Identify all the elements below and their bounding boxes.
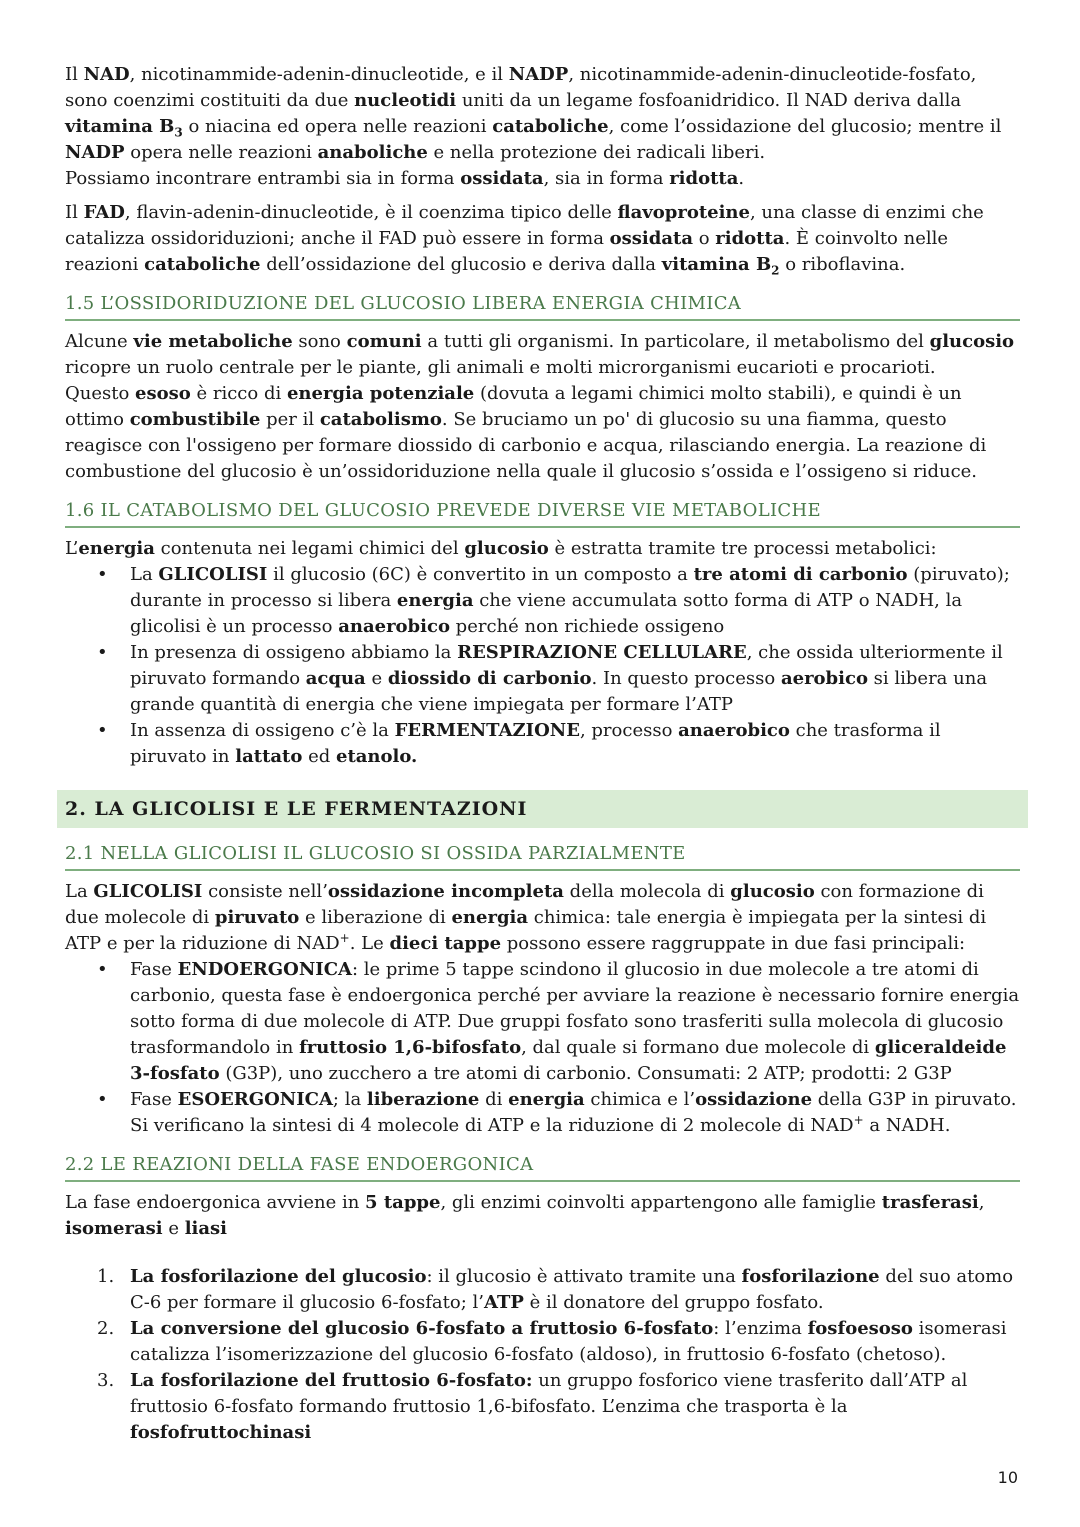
list-item: • In assenza di ossigeno c’è la FERMENTAZIONE, processo anaerobico che trasforma il piruvato in lattato ed etanolo. — [65, 718, 1020, 770]
list-item: • Fase ESOERGONICA; la liberazione di energia chimica e l’ossidazione della G3P in piruvato. Si verificano la sintesi di 4 molecole di ATP e la riduzione di 2 molecole di NAD+ a NADH. — [65, 1087, 1020, 1139]
paragraph-1-5: Alcune vie metaboliche sono comuni a tutti gli organismi. In particolare, il metabolismo del glucosio ricopre un ruolo centrale per le piante, gli animali e molti microrganismi eucarioti e procarioti. Questo esoso è ricco di energia potenziale (dovuta a legami chimici molto stabili), e quindi è un ottimo combustibile per il catabolismo. Se bruciamo un po' di glucosio su una fiamma, questo reagisce con l'ossigeno per formare diossido di carbonio e acqua, rilasciando energia. La reazione di combustione del glucosio è un’ossidoriduzione nella quale il glucosio s’ossida e l’ossigeno si riduce. — [65, 331, 1015, 482]
list-item: 2. La conversione del glucosio 6-fosfato a fruttosio 6-fosfato: l’enzima fosfoesoso isomerasi catalizza l’isomerizzazione del glucosio 6-fosfato (aldoso), in fruttosio 6-fosfato (chetoso). — [97, 1318, 1007, 1365]
paragraph-fad: Il FAD, flavin-adenin-dinucleotide, è il coenzima tipico delle flavoproteine, una classe di enzimi che catalizza ossidoriduzioni; anche il FAD può essere in forma ossidata o ridotta. È coinvolto nelle reazioni cataboliche dell’ossidazione del glucosio e deriva dalla vitamina $B_2$ o riboflavina. — [65, 202, 984, 278]
section-heading-1-6: 1.6 IL CATABOLISMO DEL GLUCOSIO PREVEDE DIVERSE VIE METABOLICHE — [65, 499, 1020, 528]
list-fasi-glicolisi — [65, 957, 1020, 1139]
page-number: 10 — [997, 1468, 1018, 1487]
paragraph-nad-nadp: Il NAD, nicotinammide-adenin-dinucleotide, e il NADP, nicotinammide-adenin-dinucleotide-fosfato, sono coenzimi costituiti da due nucleotidi uniti da un legame fosfoanidridico. Il NAD deriva dalla vitamina $B_3$ o niacina ed opera nelle reazioni cataboliche, come l’ossidazione del glucosio; mentre il NADP opera nelle reazioni anaboliche e nella protezione dei radicali liberi. — [65, 64, 1002, 163]
paragraph-ossidata-ridotta: Possiamo incontrare entrambi sia in forma ossidata, sia in forma ridotta. — [65, 168, 745, 189]
list-tappe-endoergoniche — [65, 1264, 1020, 1446]
section-heading-1-5: 1.5 L’OSSIDORIDUZIONE DEL GLUCOSIO LIBERA ENERGIA CHIMICA — [65, 292, 1020, 321]
paragraph-2-1: La GLICOLISI consiste nell’ossidazione incompleta della molecola di glucosio con formazione di due molecole di piruvato e liberazione di energia chimica: tale energia è impiegata per la sintesi di ATP e per la riduzione di NAD+. Le dieci tappe possono essere raggruppate in due fasi principali: — [65, 881, 987, 954]
list-item: 3. La fosforilazione del fruttosio 6-fosfato: un gruppo fosforico viene trasferito dall’ATP al fruttosio 6-fosfato formando fruttosio 1,6-bifosfato. L’enzima che trasporta è la fosfofruttochinasi — [97, 1370, 968, 1443]
list-item: • In presenza di ossigeno abbiamo la RESPIRAZIONE CELLULARE, che ossida ulteriormente il piruvato formando acqua e diossido di carbonio. In questo processo aerobico si libera una grande quantità di energia che viene impiegata per formare l’ATP — [65, 640, 1020, 718]
paragraph-2-2: La fase endoergonica avviene in 5 tappe, gli enzimi coinvolti appartengono alle famiglie trasferasi, isomerasi e liasi — [65, 1192, 985, 1239]
chapter-heading-2: 2. LA GLICOLISI E LE FERMENTAZIONI — [57, 790, 1028, 828]
paragraph-1-6: L’energia contenuta nei legami chimici del glucosio è estratta tramite tre processi metabolici: — [65, 538, 937, 559]
page-content — [65, 62, 1020, 1446]
section-heading-2-1: 2.1 NELLA GLICOLISI IL GLUCOSIO SI OSSIDA PARZIALMENTE — [65, 842, 1020, 871]
list-item: • Fase ENDOERGONICA: le prime 5 tappe scindono il glucosio in due molecole a tre atomi di carbonio, questa fase è endoergonica perché per avviare la reazione è necessario fornire energia sotto forma di due molecole di ATP. Due gruppi fosfato sono trasferiti sulla molecola di glucosio trasformandolo in fruttosio 1,6-bifosfato, dal quale si formano due molecole di gliceraldeide 3-fosfato (G3P), uno zucchero a tre atomi di carbonio. Consumati: 2 ATP; prodotti: 2 G3P — [65, 957, 1020, 1087]
list-item: 1. La fosforilazione del glucosio: il glucosio è attivato tramite una fosforilazione del suo atomo C-6 per formare il glucosio 6-fosfato; l’ATP è il donatore del gruppo fosfato. — [97, 1266, 1014, 1313]
section-heading-2-2: 2.2 LE REAZIONI DELLA FASE ENDOERGONICA — [65, 1153, 1020, 1182]
list-processi-metabolici — [65, 562, 1020, 770]
list-item: • La GLICOLISI il glucosio (6C) è convertito in un composto a tre atomi di carbonio (piruvato); durante in processo si libera energia che viene accumulata sotto forma di ATP o NADH, la glicolisi è un processo anaerobico perché non richiede ossigeno — [65, 562, 1020, 640]
